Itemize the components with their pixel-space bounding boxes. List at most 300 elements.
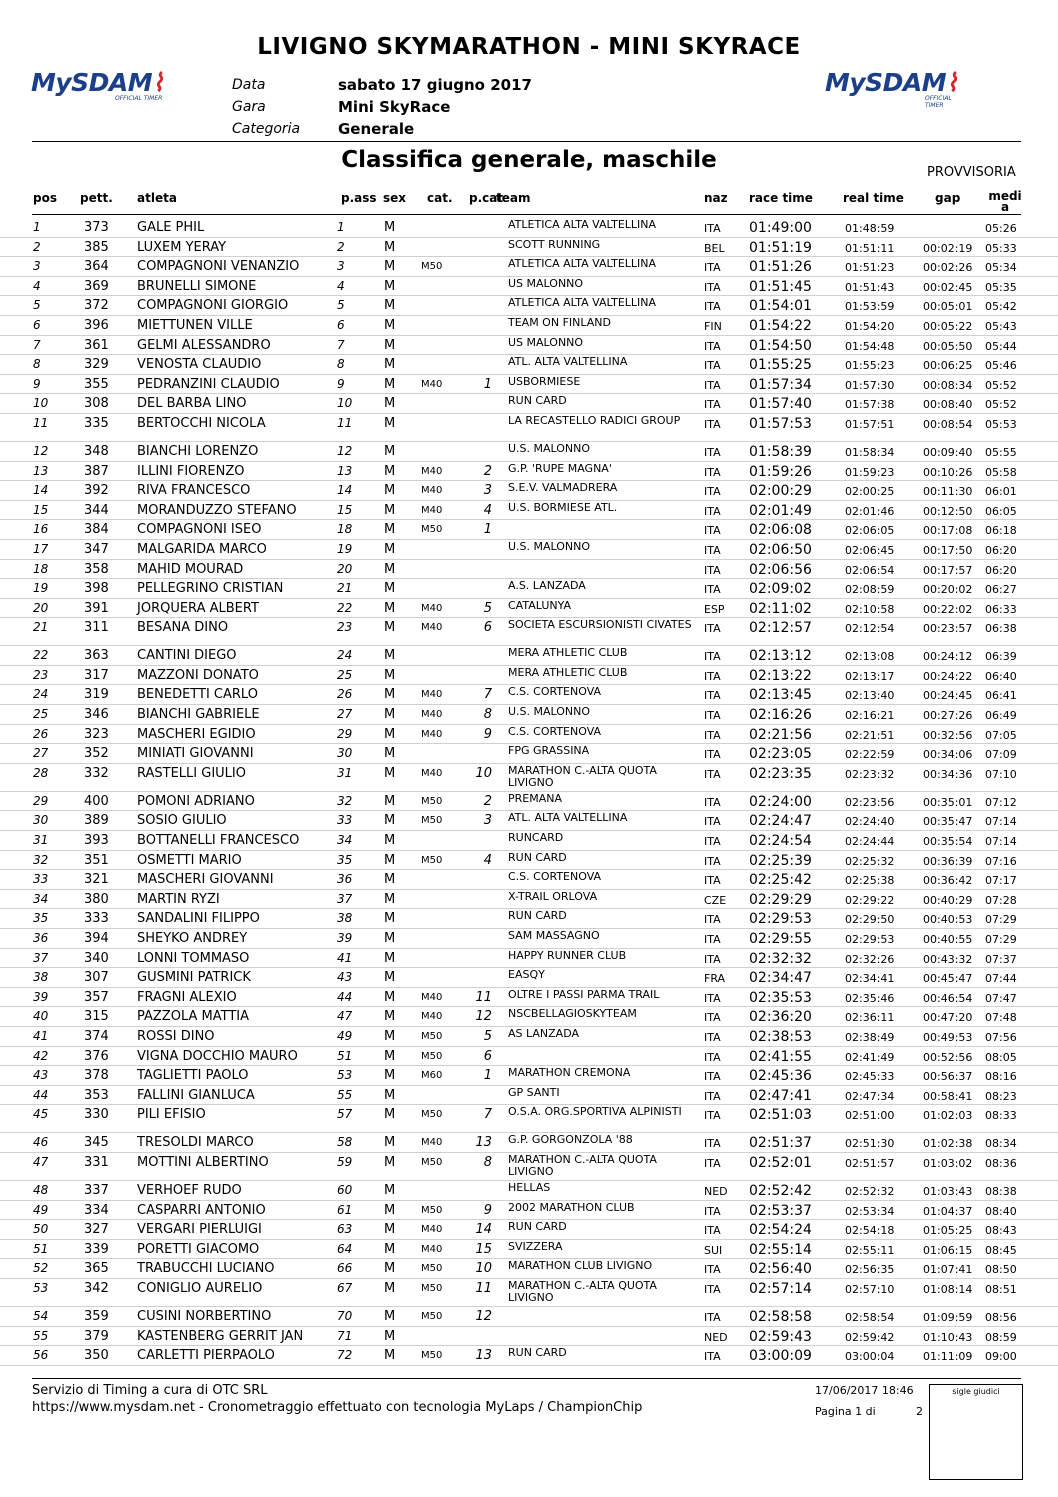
nation: ITA bbox=[704, 709, 721, 723]
position: 8 bbox=[33, 357, 41, 372]
gap: 00:58:41 bbox=[923, 1089, 973, 1103]
overall-place: 67 bbox=[337, 1280, 353, 1295]
nation: ITA bbox=[704, 650, 721, 664]
gap: 01:03:43 bbox=[923, 1184, 973, 1198]
position: 41 bbox=[33, 1028, 49, 1043]
overall-place: 39 bbox=[337, 931, 353, 945]
gap: 00:05:01 bbox=[923, 300, 973, 314]
gap: 01:09:59 bbox=[923, 1310, 973, 1324]
athlete-name: KASTENBERG GERRIT JAN bbox=[137, 1328, 304, 1344]
sex: M bbox=[384, 1182, 396, 1198]
gap: 00:24:22 bbox=[923, 669, 973, 683]
team: U.S. MALONNO bbox=[508, 705, 591, 719]
sex: M bbox=[384, 1107, 396, 1123]
sex: M bbox=[384, 483, 396, 499]
average-pace: 06:18 bbox=[985, 524, 1017, 538]
nation: ITA bbox=[704, 465, 721, 479]
nation: ITA bbox=[704, 261, 721, 275]
sex: M bbox=[384, 648, 396, 664]
athlete-name: JORQUERA ALBERT bbox=[137, 600, 259, 616]
sex: M bbox=[384, 970, 396, 986]
table-row bbox=[0, 1307, 1058, 1327]
team: ATLETICA ALTA VALTELLINA bbox=[508, 296, 657, 310]
athlete-name: MINIATI GIOVANNI bbox=[137, 746, 254, 762]
overall-place: 8 bbox=[337, 357, 345, 372]
race-time: 02:00:29 bbox=[749, 483, 812, 500]
category-place: 3 bbox=[483, 483, 492, 499]
gap: 01:10:43 bbox=[923, 1330, 973, 1344]
logo-tagline: OFFICIAL TIMER bbox=[925, 95, 952, 109]
gap: 01:11:09 bbox=[923, 1350, 973, 1364]
gap: 00:43:32 bbox=[923, 952, 973, 966]
table-row bbox=[0, 725, 1058, 745]
bib-number: 332 bbox=[84, 765, 109, 781]
race-time: 02:25:42 bbox=[749, 872, 812, 889]
average-pace: 05:53 bbox=[985, 417, 1017, 431]
category: M60 bbox=[421, 1070, 443, 1082]
category-place: 12 bbox=[475, 1009, 492, 1025]
bib-number: 311 bbox=[84, 620, 109, 636]
nation: ITA bbox=[704, 280, 721, 294]
table-row bbox=[0, 1007, 1058, 1027]
category-place: 14 bbox=[475, 1222, 492, 1238]
gap: 00:34:36 bbox=[923, 767, 973, 781]
team: ATL. ALTA VALTELLINA bbox=[508, 355, 628, 369]
race-time: 02:38:53 bbox=[749, 1028, 812, 1045]
overall-place: 30 bbox=[337, 746, 353, 761]
sex: M bbox=[384, 1028, 396, 1044]
average-pace: 06:41 bbox=[985, 689, 1017, 703]
athlete-name: SOSIO GIULIO bbox=[137, 813, 227, 829]
status-label: PROVVISORIA bbox=[927, 165, 1016, 180]
position: 16 bbox=[33, 522, 49, 537]
nation: ITA bbox=[704, 1070, 721, 1084]
athlete-name: MAHID MOURAD bbox=[137, 561, 244, 577]
bib-number: 379 bbox=[84, 1328, 109, 1344]
real-time: 02:00:25 bbox=[845, 485, 895, 499]
table-row bbox=[0, 336, 1058, 356]
team: 2002 MARATHON CLUB bbox=[508, 1200, 635, 1214]
table-row bbox=[0, 296, 1058, 316]
average-pace: 07:56 bbox=[985, 1030, 1017, 1044]
athlete-name: CONIGLIO AURELIO bbox=[137, 1280, 263, 1296]
real-time: 01:54:48 bbox=[845, 339, 895, 353]
bib-number: 357 bbox=[84, 989, 109, 1005]
athlete-name: TAGLIETTI PAOLO bbox=[137, 1068, 249, 1084]
gap: 00:46:54 bbox=[923, 991, 973, 1005]
bib-number: 342 bbox=[84, 1280, 109, 1296]
race-time: 02:59:43 bbox=[749, 1328, 812, 1345]
category-place: 10 bbox=[475, 1261, 492, 1277]
nation: FIN bbox=[704, 319, 722, 333]
bib-number: 385 bbox=[84, 239, 109, 255]
category: M50 bbox=[421, 524, 443, 536]
table-row bbox=[0, 1201, 1058, 1221]
bib-number: 337 bbox=[84, 1182, 109, 1198]
gap: 00:06:25 bbox=[923, 359, 973, 373]
gap: 00:40:53 bbox=[923, 913, 973, 927]
team: MARATHON CREMONA bbox=[508, 1066, 631, 1080]
athlete-name: VERHOEF RUDO bbox=[137, 1182, 242, 1198]
nation: ITA bbox=[704, 1011, 721, 1025]
overall-place: 20 bbox=[337, 561, 353, 576]
ranking-title: Classifica generale, maschile bbox=[341, 147, 717, 173]
position: 6 bbox=[33, 317, 41, 332]
athlete-name: MOTTINI ALBERTINO bbox=[137, 1154, 269, 1170]
average-pace: 08:36 bbox=[985, 1156, 1017, 1170]
sex: M bbox=[384, 396, 396, 412]
athlete-name: MORANDUZZO STEFANO bbox=[137, 502, 297, 518]
sex: M bbox=[384, 765, 396, 781]
position: 43 bbox=[33, 1068, 49, 1083]
race-time: 02:23:35 bbox=[749, 765, 812, 782]
average-pace: 07:14 bbox=[985, 835, 1017, 849]
team: O.S.A. ORG.SPORTIVA ALPINISTI bbox=[508, 1105, 682, 1119]
nation: ITA bbox=[704, 1310, 721, 1324]
gap: 00:27:26 bbox=[923, 709, 973, 723]
nation: NED bbox=[704, 1330, 728, 1344]
race-time: 02:13:22 bbox=[749, 667, 812, 684]
overall-place: 3 bbox=[337, 259, 345, 274]
table-row bbox=[0, 1066, 1058, 1086]
category: M40 bbox=[421, 689, 443, 701]
footer-datetime: 17/06/2017 18:46 bbox=[815, 1384, 914, 1397]
real-time: 02:32:26 bbox=[845, 952, 895, 966]
nation: ITA bbox=[704, 445, 721, 459]
table-row bbox=[0, 618, 1058, 646]
logo-wordmark: MySDAM⌇ bbox=[31, 68, 164, 97]
bib-number: 393 bbox=[84, 833, 109, 849]
gap: 00:56:37 bbox=[923, 1070, 973, 1084]
gap: 01:02:03 bbox=[923, 1109, 973, 1123]
category-place: 2 bbox=[483, 793, 492, 809]
table-row bbox=[0, 1220, 1058, 1240]
gap: 01:06:15 bbox=[923, 1243, 973, 1257]
team: X-TRAIL ORLOVA bbox=[508, 889, 598, 903]
team: AS LANZADA bbox=[508, 1026, 580, 1040]
athlete-name: BRUNELLI SIMONE bbox=[137, 278, 257, 294]
team: MARATHON C.-ALTA QUOTA LIVIGNO bbox=[508, 1152, 657, 1178]
category: M40 bbox=[421, 728, 443, 740]
race-time: 02:57:14 bbox=[749, 1280, 812, 1297]
real-time: 02:13:40 bbox=[845, 689, 895, 703]
nation: ITA bbox=[704, 563, 721, 577]
overall-place: 24 bbox=[337, 648, 353, 663]
bib-number: 358 bbox=[84, 561, 109, 577]
gap: 00:02:19 bbox=[923, 241, 973, 255]
position: 33 bbox=[33, 872, 49, 887]
gap: 00:52:56 bbox=[923, 1050, 973, 1064]
real-time: 02:10:58 bbox=[845, 602, 895, 616]
overall-place: 27 bbox=[337, 707, 353, 722]
position: 1 bbox=[33, 220, 41, 234]
overall-place: 33 bbox=[337, 813, 353, 828]
overall-place: 63 bbox=[337, 1222, 353, 1237]
category-place: 8 bbox=[483, 707, 492, 723]
team: C.S. CORTENOVA bbox=[508, 870, 602, 884]
overall-place: 7 bbox=[337, 337, 345, 352]
nation: ITA bbox=[704, 874, 721, 888]
athlete-name: DEL BARBA LINO bbox=[137, 396, 247, 412]
athlete-name: OSMETTI MARIO bbox=[137, 852, 242, 868]
average-pace: 08:51 bbox=[985, 1282, 1017, 1296]
overall-place: 37 bbox=[337, 891, 353, 906]
team: PREMANA bbox=[508, 791, 562, 805]
real-time: 02:24:40 bbox=[845, 815, 895, 829]
average-pace: 08:59 bbox=[985, 1330, 1017, 1344]
table-row bbox=[0, 414, 1058, 442]
sex: M bbox=[384, 726, 396, 742]
athlete-name: BESANA DINO bbox=[137, 620, 229, 636]
average-pace: 08:50 bbox=[985, 1263, 1017, 1277]
table-row bbox=[0, 1259, 1058, 1279]
race-time: 02:29:29 bbox=[749, 891, 812, 908]
race-time: 02:01:49 bbox=[749, 502, 812, 519]
bib-number: 331 bbox=[84, 1154, 109, 1170]
overall-place: 32 bbox=[337, 793, 353, 808]
nation: BEL bbox=[704, 241, 725, 255]
real-time: 02:01:46 bbox=[845, 504, 895, 518]
real-time: 02:22:59 bbox=[845, 748, 895, 762]
table-row bbox=[0, 1181, 1058, 1201]
nation: FRA bbox=[704, 972, 726, 986]
gap: 00:47:20 bbox=[923, 1011, 973, 1025]
table-row bbox=[0, 560, 1058, 580]
category: M50 bbox=[421, 1030, 443, 1042]
nation: ITA bbox=[704, 1089, 721, 1103]
average-pace: 06:20 bbox=[985, 563, 1017, 577]
real-time: 02:06:45 bbox=[845, 543, 895, 557]
average-pace: 07:16 bbox=[985, 854, 1017, 868]
sex: M bbox=[384, 1348, 396, 1364]
race-time: 02:34:47 bbox=[749, 970, 812, 987]
real-time: 01:59:23 bbox=[845, 465, 895, 479]
overall-place: 60 bbox=[337, 1182, 353, 1197]
table-row bbox=[0, 218, 1058, 238]
overall-place: 13 bbox=[337, 463, 353, 478]
sex: M bbox=[384, 707, 396, 723]
category-place: 4 bbox=[483, 852, 492, 868]
table-row bbox=[0, 929, 1058, 949]
athlete-name: RASTELLI GIULIO bbox=[137, 765, 246, 781]
gap: 00:05:22 bbox=[923, 319, 973, 333]
nation: ITA bbox=[704, 1350, 721, 1364]
category: M40 bbox=[421, 991, 443, 1003]
position: 5 bbox=[33, 298, 41, 313]
position: 35 bbox=[33, 911, 49, 926]
real-time: 01:57:30 bbox=[845, 378, 895, 392]
athlete-name: GUSMINI PATRICK bbox=[137, 970, 251, 986]
footer-service: Servizio di Timing a cura di OTC SRL bbox=[32, 1383, 268, 1398]
sex: M bbox=[384, 793, 396, 809]
race-time: 01:51:45 bbox=[749, 278, 812, 295]
category-place: 8 bbox=[483, 1154, 492, 1170]
team: SVIZZERA bbox=[508, 1239, 563, 1253]
category-place: 15 bbox=[475, 1241, 492, 1257]
average-pace: 07:17 bbox=[985, 874, 1017, 888]
athlete-name: MASCHERI EGIDIO bbox=[137, 726, 256, 742]
athlete-name: VERGARI PIERLUIGI bbox=[137, 1222, 262, 1238]
real-time: 02:54:18 bbox=[845, 1224, 895, 1238]
overall-place: 47 bbox=[337, 1009, 353, 1024]
position: 14 bbox=[33, 483, 49, 498]
team: C.S. CORTENOVA bbox=[508, 685, 602, 699]
real-time: 02:47:34 bbox=[845, 1089, 895, 1103]
real-time: 01:48:59 bbox=[845, 222, 895, 235]
real-time: 02:21:51 bbox=[845, 728, 895, 742]
bib-number: 374 bbox=[84, 1028, 109, 1044]
team: US MALONNO bbox=[508, 276, 584, 290]
team: GP SANTI bbox=[508, 1085, 560, 1099]
overall-place: 70 bbox=[337, 1308, 353, 1323]
sex: M bbox=[384, 600, 396, 616]
bib-number: 345 bbox=[84, 1135, 109, 1151]
table-row bbox=[0, 316, 1058, 336]
mysdam-logo-left bbox=[31, 70, 164, 104]
average-pace: 06:49 bbox=[985, 709, 1017, 723]
bib-number: 330 bbox=[84, 1107, 109, 1123]
overall-place: 9 bbox=[337, 376, 345, 391]
category: M40 bbox=[421, 1137, 443, 1149]
sex: M bbox=[384, 1222, 396, 1238]
table-row bbox=[0, 1327, 1058, 1347]
real-time: 02:23:56 bbox=[845, 795, 895, 809]
real-time: 02:29:50 bbox=[845, 913, 895, 927]
race-time: 02:51:37 bbox=[749, 1135, 812, 1152]
bib-number: 365 bbox=[84, 1261, 109, 1277]
team: RUN CARD bbox=[508, 1220, 567, 1234]
position: 11 bbox=[33, 415, 49, 430]
athlete-name: GELMI ALESSANDRO bbox=[137, 337, 271, 353]
sex: M bbox=[384, 1087, 396, 1103]
sex: M bbox=[384, 278, 396, 294]
bib-number: 391 bbox=[84, 600, 109, 616]
real-time: 01:54:20 bbox=[845, 319, 895, 333]
overall-place: 14 bbox=[337, 483, 353, 498]
overall-place: 58 bbox=[337, 1135, 353, 1150]
average-pace: 08:16 bbox=[985, 1070, 1017, 1084]
category-place: 13 bbox=[475, 1135, 492, 1151]
overall-place: 38 bbox=[337, 911, 353, 926]
overall-place: 26 bbox=[337, 687, 353, 702]
sex: M bbox=[384, 911, 396, 927]
bib-number: 389 bbox=[84, 813, 109, 829]
average-pace: 05:44 bbox=[985, 339, 1017, 353]
sex: M bbox=[384, 620, 396, 636]
athlete-name: PORETTI GIACOMO bbox=[137, 1241, 260, 1257]
real-time: 02:16:21 bbox=[845, 709, 895, 723]
position: 20 bbox=[33, 600, 49, 615]
bib-number: 351 bbox=[84, 852, 109, 868]
position: 12 bbox=[33, 443, 49, 458]
table-row bbox=[0, 1086, 1058, 1106]
position: 53 bbox=[33, 1280, 49, 1295]
sex: M bbox=[384, 581, 396, 597]
category: M50 bbox=[421, 1310, 443, 1322]
table-row bbox=[0, 579, 1058, 599]
table-row bbox=[0, 949, 1058, 969]
nation: ITA bbox=[704, 1156, 721, 1170]
gap: 00:12:50 bbox=[923, 504, 973, 518]
nation: ITA bbox=[704, 339, 721, 353]
race-time: 01:57:53 bbox=[749, 415, 812, 432]
table-row bbox=[0, 792, 1058, 812]
position: 27 bbox=[33, 746, 49, 761]
table-row bbox=[0, 685, 1058, 705]
overall-place: 34 bbox=[337, 833, 353, 848]
position: 44 bbox=[33, 1087, 49, 1102]
gap: 00:40:29 bbox=[923, 893, 973, 907]
average-pace: 05:42 bbox=[985, 300, 1017, 314]
average-pace: 08:05 bbox=[985, 1050, 1017, 1064]
athlete-name: PAZZOLA MATTIA bbox=[137, 1009, 249, 1025]
team: U.S. MALONNO bbox=[508, 539, 591, 553]
category-place: 6 bbox=[483, 620, 492, 636]
athlete-name: TRABUCCHI LUCIANO bbox=[137, 1261, 275, 1277]
position: 29 bbox=[33, 793, 49, 808]
sex: M bbox=[384, 931, 396, 946]
overall-place: 59 bbox=[337, 1154, 353, 1169]
nation: ITA bbox=[704, 669, 721, 683]
logo-tagline: OFFICIAL TIMER bbox=[115, 95, 163, 102]
team: RUN CARD bbox=[508, 909, 567, 923]
overall-place: 15 bbox=[337, 502, 353, 517]
position: 48 bbox=[33, 1182, 49, 1197]
average-pace: 07:29 bbox=[985, 913, 1017, 927]
average-pace: 07:10 bbox=[985, 767, 1017, 781]
average-pace: 08:56 bbox=[985, 1310, 1017, 1324]
average-pace: 06:05 bbox=[985, 504, 1017, 518]
category: M40 bbox=[421, 767, 443, 779]
bib-number: 400 bbox=[84, 793, 109, 809]
position: 30 bbox=[33, 813, 49, 828]
sex: M bbox=[384, 989, 396, 1005]
average-pace: 06:27 bbox=[985, 583, 1017, 597]
table-row bbox=[0, 870, 1058, 890]
gap: 00:02:26 bbox=[923, 261, 973, 275]
average-pace: 08:38 bbox=[985, 1184, 1017, 1198]
position: 10 bbox=[33, 396, 49, 411]
team: SCOTT RUNNING bbox=[508, 237, 601, 251]
athlete-name: BENEDETTI CARLO bbox=[137, 687, 258, 703]
table-row bbox=[0, 1133, 1058, 1153]
race-time: 02:11:02 bbox=[749, 600, 812, 617]
category: M50 bbox=[421, 261, 443, 273]
team: RUN CARD bbox=[508, 394, 567, 408]
category-place: 13 bbox=[475, 1348, 492, 1364]
sex: M bbox=[384, 852, 396, 868]
nation: ITA bbox=[704, 767, 721, 781]
real-time: 01:55:23 bbox=[845, 359, 895, 373]
category-place: 7 bbox=[483, 1107, 492, 1123]
gap: 00:32:56 bbox=[923, 728, 973, 742]
category-place: 7 bbox=[483, 687, 492, 703]
team: HAPPY RUNNER CLUB bbox=[508, 948, 627, 962]
table-row bbox=[0, 744, 1058, 764]
average-pace: 06:33 bbox=[985, 602, 1017, 616]
nation: ITA bbox=[704, 524, 721, 538]
table-row bbox=[0, 968, 1058, 988]
position: 37 bbox=[33, 950, 49, 965]
athlete-name: CANTINI DIEGO bbox=[137, 648, 237, 664]
nation: ITA bbox=[704, 1282, 721, 1296]
race-time: 02:16:26 bbox=[749, 707, 812, 724]
footer-website: https://www.mysdam.net - Cronometraggio effettuato con tecnologia MyLaps / ChampionChip bbox=[32, 1400, 643, 1415]
category: M50 bbox=[421, 1109, 443, 1121]
average-pace: 08:43 bbox=[985, 1224, 1017, 1238]
col-race-time: race time bbox=[749, 191, 813, 205]
average-pace: 06:01 bbox=[985, 485, 1017, 499]
